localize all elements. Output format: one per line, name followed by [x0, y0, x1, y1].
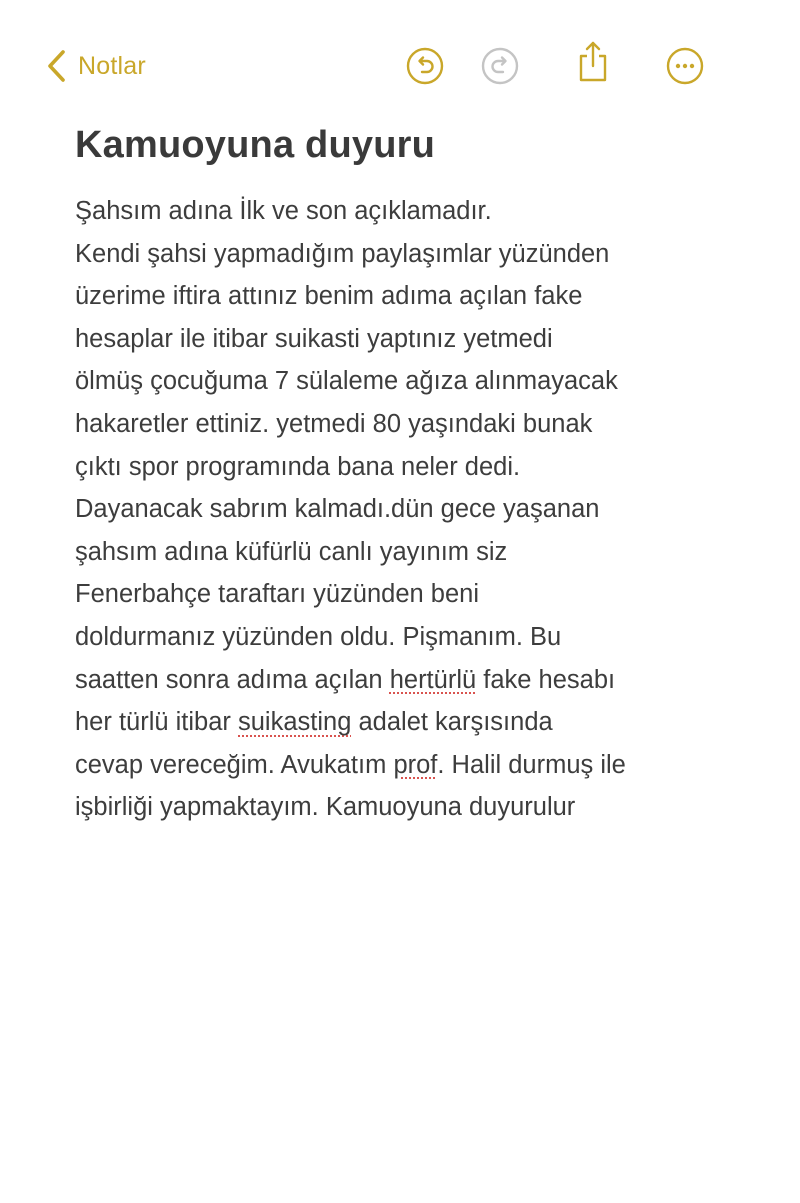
misspelled-word[interactable]: suikasting	[238, 708, 352, 737]
note-body[interactable]	[75, 190, 735, 829]
misspelled-word[interactable]: prof	[393, 750, 438, 779]
note-line	[75, 233, 735, 276]
line-text: işbirliği yapmaktayım. Kamuoyuna duyurulur	[75, 793, 576, 822]
line-text: her türlü itibar	[75, 708, 238, 737]
note-line	[75, 744, 735, 787]
back-button[interactable]	[46, 46, 146, 86]
note-line	[75, 616, 735, 659]
note-line	[75, 318, 735, 361]
redo-button[interactable]	[478, 44, 522, 88]
note-line	[75, 360, 735, 403]
undo-icon	[405, 46, 445, 86]
line-text: hesaplar ile itibar suikasti yaptınız yetmedi	[75, 324, 553, 353]
note-line	[75, 659, 735, 702]
note-editor[interactable]	[75, 118, 735, 829]
line-text: üzerime iftira attınız benim adıma açılan fake	[75, 282, 583, 311]
note-line	[75, 275, 735, 318]
note-line	[75, 531, 735, 574]
redo-icon	[480, 46, 520, 86]
note-line	[75, 701, 735, 744]
note-line	[75, 488, 735, 531]
line-text: doldurmanız yüzünden oldu. Pişmanım. Bu	[75, 622, 562, 651]
note-line	[75, 573, 735, 616]
note-line	[75, 786, 735, 829]
undo-button[interactable]	[403, 44, 447, 88]
line-text: Dayanacak sabrım kalmadı.dün gece yaşanan	[75, 495, 600, 524]
misspelled-word[interactable]: hertürlü	[389, 665, 477, 694]
more-button[interactable]	[663, 44, 707, 88]
back-label: Notlar	[78, 51, 146, 80]
line-text: hakaretler ettiniz. yetmedi 80 yaşındaki bunak	[75, 409, 593, 438]
line-text: ölmüş çocuğuma 7 sülaleme ağıza alınmayacak	[75, 367, 618, 396]
note-line	[75, 446, 735, 489]
line-text: adalet karşısında	[351, 708, 553, 737]
line-text: Fenerbahçe taraftarı yüzünden beni	[75, 580, 480, 609]
line-text: cevap vereceğim. Avukatım	[75, 750, 394, 779]
navigation-bar	[0, 38, 800, 96]
more-icon	[665, 46, 705, 86]
line-text: . Halil durmuş ile	[437, 750, 626, 779]
share-button[interactable]	[571, 40, 615, 84]
chevron-left-icon	[46, 49, 66, 83]
note-title[interactable]: Kamuoyuna duyuru	[75, 124, 436, 166]
line-text: Kendi şahsi yapmadığım paylaşımlar yüzünden	[75, 239, 610, 268]
note-line	[75, 403, 735, 446]
line-text: fake hesabı	[476, 665, 616, 694]
line-text: saatten sonra adıma açılan	[75, 665, 390, 694]
share-icon	[573, 39, 613, 85]
line-text: şahsım adına küfürlü canlı yayınım siz	[75, 537, 508, 566]
note-line	[75, 190, 735, 233]
line-text: çıktı spor programında bana neler dedi.	[75, 452, 521, 481]
line-text: Şahsım adına İlk ve son açıklamadır.	[75, 197, 492, 225]
